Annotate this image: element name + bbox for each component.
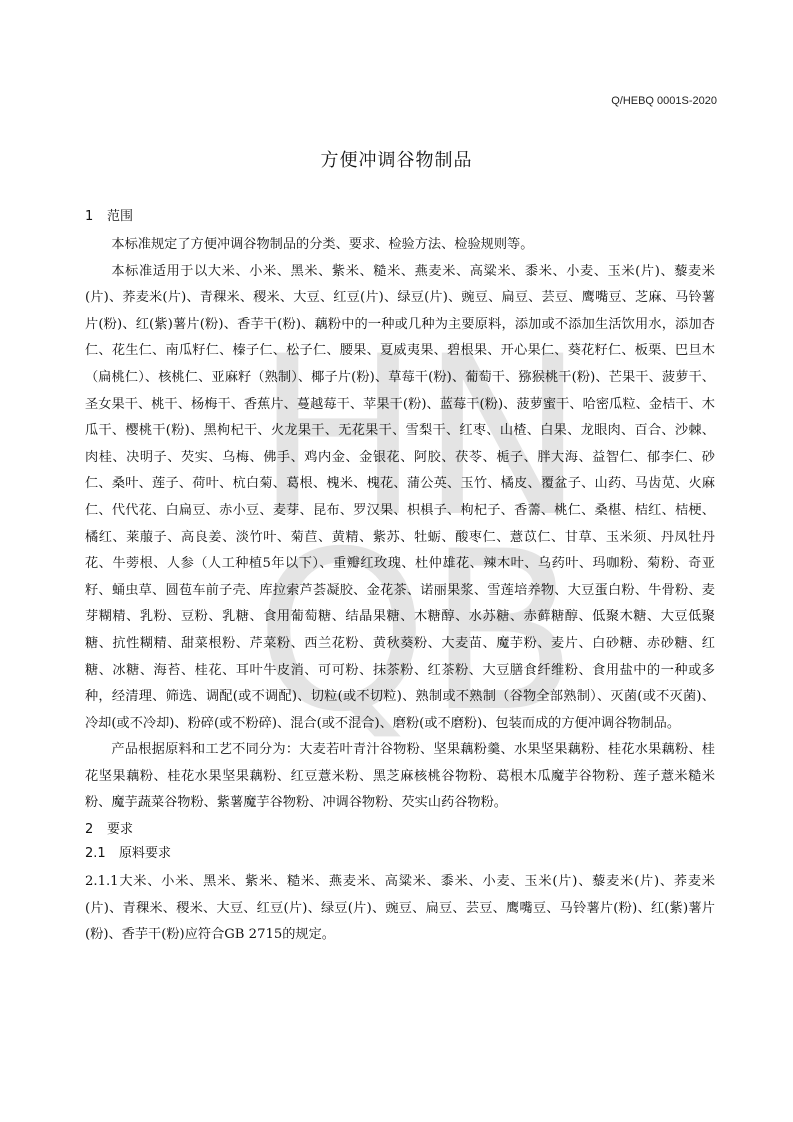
section-1-number: 1 <box>85 209 94 224</box>
watermark-letter-b: B <box>427 504 578 760</box>
section-1-title: 范围 <box>107 209 134 224</box>
section-2-title: 要求 <box>107 822 134 838</box>
watermark-letter-n: N <box>420 309 585 565</box>
section-2-heading <box>85 821 715 839</box>
scope-paragraph-3: 产品根据原料和工艺不同分为：大麦若叶青汁谷物粉、坚果藕粉羹、水果坚果藕粉、桂花水果藕粉、桂花坚果藕粉、桂花水果坚果藕粉、红豆薏米粉、黑芝麻核桃谷物粉、葛根木瓜魔芋谷物粉、莲子薏米糙米粉、魔芋蔬菜谷物粉、紫薯魔芋谷物粉、冲调谷物粉、芡实山药谷物粉。 <box>85 742 715 811</box>
section-2-1-number: 2.1 <box>85 846 106 862</box>
section-1-heading <box>85 208 715 226</box>
scope-paragraph-1: 本标准规定了方便冲调谷物制品的分类、要求、检验方法、检验规则等。 <box>111 237 534 252</box>
document-code: Q/HEBQ 0001S-2020 <box>611 95 717 107</box>
document-body <box>85 208 715 949</box>
section-2-1-title: 原料要求 <box>119 846 172 862</box>
section-2-1-heading <box>85 845 715 863</box>
requirement-paragraph-2-1-1: 2.1.1大米、小米、黑米、紫米、糙米、燕麦米、高粱米、黍米、小麦、玉米(片)、藜麦米(片)、荞麦米(片)、青稞米、稷米、大豆、红豆(片)、绿豆(片)、豌豆、扁豆、芸豆、鹰嘴豆、马铃薯片(粉)、红(紫)薯片(粉)、香芋干(粉)应符合GB 2715的规定。 <box>85 874 715 943</box>
section-2-number: 2 <box>85 822 94 838</box>
scope-paragraph-2: 本标准适用于以大米、小米、黑米、紫米、糙米、燕麦米、高粱米、黍米、小麦、玉米(片)、藜麦米(片)、荞麦米(片)、青稞米、稷米、大豆、红豆(片)、绿豆(片)、豌豆、扁豆、芸豆、鹰嘴豆、芝麻、马铃薯片(粉)、红(紫)薯片(粉)、香芋干(粉)、藕粉中的一种或几种为主要原料，添加或不添加生活饮用水，添加杏仁、花生仁、南瓜籽仁、榛子仁、松子仁、腰果、夏威夷果、碧根果、开心果仁、葵花籽仁、板栗、巴旦木（扁桃仁）、核桃仁、亚麻籽（熟制）、椰子片(粉)、草莓干(粉)、葡萄干、猕猴桃干(粉)、芒果干、菠萝干、圣女果干、桃干、杨梅干、香蕉片、蔓越莓干、苹果干(粉)、蓝莓干(粉)、菠萝蜜干、哈密瓜粒、金桔干、木瓜干、樱桃干(粉)、黑枸杞干、火龙果干、无花果干、雪梨干、红枣、山楂、白果、龙眼肉、百合、沙棘、肉桂、决明子、芡实、乌梅、佛手、鸡内金、金银花、阿胶、茯苓、栀子、胖大海、益智仁、郁李仁、砂仁、桑叶、莲子、荷叶、杭白菊、葛根、槐米、槐花、蒲公英、玉竹、橘皮、覆盆子、山药、马齿苋、火麻仁、代代花、白扁豆、赤小豆、麦芽、昆布、罗汉果、枳椇子、枸杞子、香薷、桃仁、桑椹、桔红、桔梗、橘红、莱菔子、高良姜、淡竹叶、菊苣、黄精、紫苏、牡蛎、酸枣仁、薏苡仁、甘草、玉米须、丹凤牡丹花、牛蒡根、人参（人工种植5年以下）、重瓣红玫瑰、杜仲雄花、辣木叶、乌药叶、玛咖粉、菊粉、奇亚籽、蛹虫草、圆苞车前子壳、库拉索芦荟凝胶、金花茶、诺丽果浆、雪莲培养物、大豆蛋白粉、牛骨粉、麦芽糊精、乳粉、豆粉、乳糖、食用葡萄糖、结晶果糖、木糖醇、水苏糖、赤藓糖醇、低聚木糖、大豆低聚糖、抗性糊精、甜菜根粉、芹菜粉、西兰花粉、黄秋葵粉、大麦苗、魔芋粉、麦片、白砂糖、赤砂糖、红糖、冰糖、海苔、桂花、耳叶牛皮消、可可粉、抹茶粉、红茶粉、大豆膳食纤维粉、食用盐中的一种或多种，经清理、筛选、调配(或不调配)、切粒(或不切粒)、熟制或不熟制（谷物全部熟制）、灭菌(或不灭菌)、冷却(或不冷却)、粉碎(或不粉碎)、混合(或不混合)、磨粉(或不磨粉)、包装而成的方便冲调谷物制品。 <box>85 263 715 731</box>
watermark-letter-h: H <box>255 309 421 565</box>
watermark-letter-q: Q <box>255 504 429 760</box>
document-title: 方便冲调谷物制品 <box>320 150 473 171</box>
